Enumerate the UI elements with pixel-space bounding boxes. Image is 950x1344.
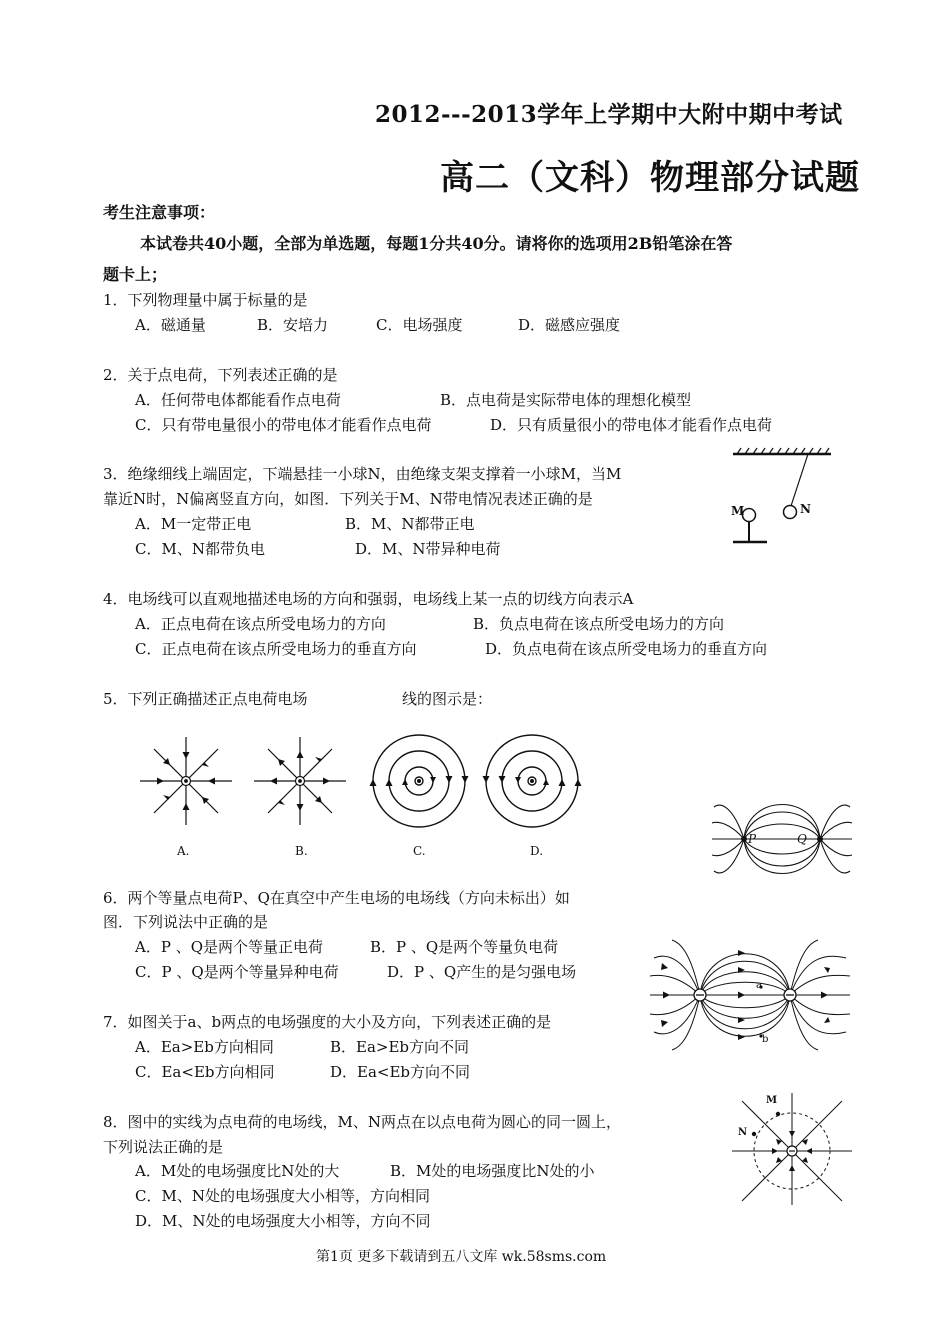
q5-figure-label-c: C.	[413, 844, 426, 858]
q7-option-b: B．Ea>Eb方向不同	[330, 1038, 470, 1056]
q7-figure	[650, 940, 850, 1050]
q8-label-m: M	[766, 1095, 778, 1106]
q1-option-c: C．电场强度	[376, 316, 463, 334]
q7-option-c: C．Ea<Eb方向相同	[135, 1063, 275, 1081]
q8-option-d: D．M、N处的电场强度大小相等，方向不同	[135, 1212, 431, 1230]
q3-option-c: C．M、N都带负电	[135, 540, 265, 558]
q6-option-b: B．P 、Q是两个等量负电荷	[370, 938, 559, 956]
q3-option-b: B．M、N都带正电	[345, 515, 475, 533]
q2-option-c: C．只有带电量很小的带电体才能看作点电荷	[135, 416, 432, 434]
q6-option-c: C．P 、Q是两个等量异种电荷	[135, 963, 339, 981]
q1-option-b: B．安培力	[257, 316, 329, 334]
q8-option-b: B．M处的电场强度比N处的小	[390, 1162, 595, 1180]
q3-stem-line1: 3．绝缘细线上端固定，下端悬挂一小球N，由绝缘支架支撑着一小球M，当M	[103, 465, 622, 483]
q3-option-a: A．M一定带正电	[135, 515, 252, 533]
q2-option-b: B．点电荷是实际带电体的理想化模型	[440, 391, 692, 409]
q3-stem-line2: 靠近N时，N偏离竖直方向，如图．下列关于M、N带电情况表述正确的是	[103, 490, 593, 508]
q8-stem-line2: 下列说法正确的是	[103, 1138, 224, 1156]
notice-title: 考生注意事项：	[103, 203, 216, 222]
q4-option-a: A．正点电荷在该点所受电场力的方向	[135, 615, 386, 633]
q3-figure	[725, 448, 835, 548]
q6-stem-line2: 图．下列说法中正确的是	[103, 913, 269, 931]
q6-option-d: D．P 、Q产生的是匀强电场	[387, 963, 577, 981]
q6-stem-line1: 6．两个等量点电荷P、Q在真空中产生电场的电场线（方向未标出）如	[103, 889, 570, 907]
q8-option-a: A．M处的电场强度比N处的大	[135, 1162, 340, 1180]
q5-figures	[135, 735, 595, 840]
paper-title: 高二（文科）物理部分试题	[440, 158, 860, 198]
q4-option-b: B．负点电荷在该点所受电场力的方向	[473, 615, 725, 633]
q7-label-b: b	[762, 1034, 769, 1045]
q3-label-n: N	[800, 502, 811, 516]
q3-option-d: D．M、N带异种电荷	[355, 540, 501, 558]
q5-figure-label-d: D.	[530, 844, 544, 858]
exam-title: 2012---2013学年上学期中大附中期中考试	[375, 101, 843, 128]
q7-option-a: A．Ea>Eb方向相同	[135, 1038, 274, 1056]
notice-text-line1: 本试卷共40小题，全部为单选题，每题1分共40分。请将你的选项用2B铅笔涂在答	[140, 234, 733, 253]
q1-option-d: D．磁感应强度	[518, 316, 621, 334]
q4-option-c: C．正点电荷在该点所受电场力的垂直方向	[135, 640, 417, 658]
q8-stem-line1: 8．图中的实线为点电荷的电场线，M、N两点在以点电荷为圆心的同一圆上，	[103, 1113, 622, 1131]
q7-option-d: D．Ea<Eb方向不同	[330, 1063, 471, 1081]
q5-figure-label-a: A.	[177, 844, 190, 858]
q8-option-c: C．M、N处的电场强度大小相等，方向相同	[135, 1187, 430, 1205]
q6-label-p: P	[748, 832, 757, 846]
q8-figure	[732, 1093, 852, 1205]
q2-option-d: D．只有质量很小的带电体才能看作点电荷	[490, 416, 773, 434]
q4-stem: 4．电场线可以直观地描述电场的方向和强弱，电场线上某一点的切线方向表示A	[103, 590, 634, 608]
page-footer: 第1页 更多下载请到五八文库 wk.58sms.com	[316, 1249, 607, 1265]
q1-option-a: A．磁通量	[135, 316, 206, 334]
q1-stem: 1．下列物理量中属于标量的是	[103, 291, 308, 309]
q6-figure	[712, 793, 852, 888]
q4-option-d: D．负点电荷在该点所受电场力的垂直方向	[485, 640, 768, 658]
q3-label-m: M	[731, 504, 745, 518]
q7-label-a: a	[756, 980, 762, 991]
q6-option-a: A．P 、Q是两个等量正电荷	[135, 938, 323, 956]
q6-label-q: Q	[797, 832, 807, 846]
q2-option-a: A．任何带电体都能看作点电荷	[135, 391, 341, 409]
q2-stem: 2．关于点电荷，下列表述正确的是	[103, 366, 338, 384]
q5-stem-part1: 5．下列正确描述正点电荷电场	[103, 690, 308, 708]
q5-figure-label-b: B.	[295, 844, 308, 858]
q7-stem: 7．如图关于a、b两点的电场强度的大小及方向，下列表述正确的是	[103, 1013, 552, 1031]
q8-label-n: N	[738, 1127, 748, 1138]
notice-text-line2: 题卡上；	[103, 265, 168, 284]
q5-stem-part2: 线的图示是：	[402, 690, 493, 708]
